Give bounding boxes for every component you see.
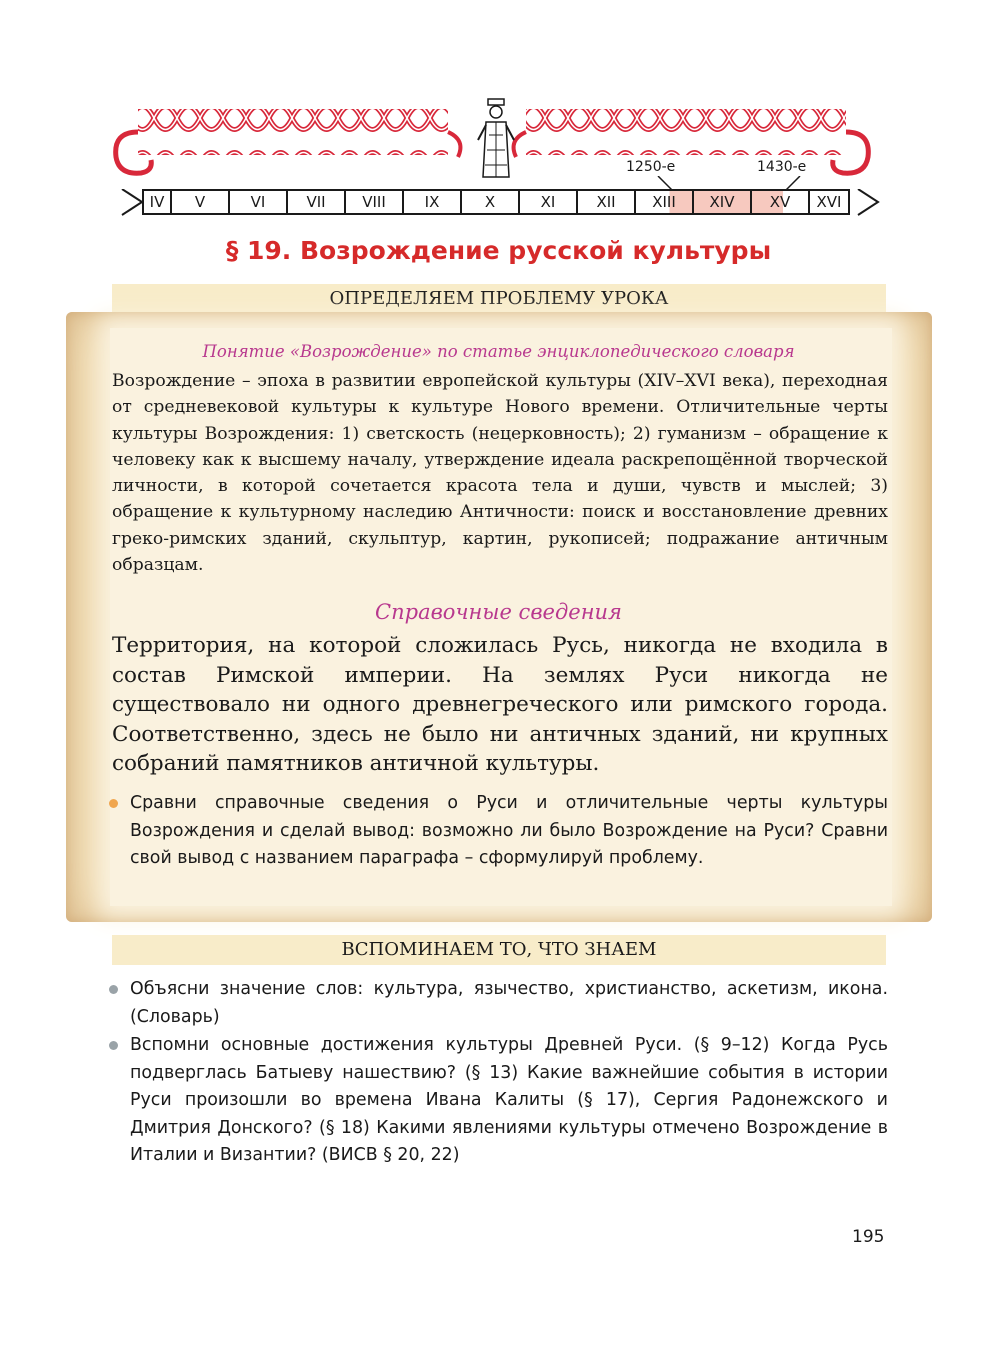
paragraph-title: § 19. Возрождение русской культуры [225,236,772,265]
celtic-knot-ornament [108,95,888,190]
century-cell: VII [288,189,346,215]
page-number: 195 [852,1227,885,1247]
marker-pointer-icon [778,176,808,192]
task-text: Сравни справочные сведения о Руси и отличительные черты культуры Возрождения и сделай вывод: возможно ли было Возрождение на Руси? Сравни свой вывод с названием параграфа – сформулируй проблему. [130,793,888,868]
task-item [112,790,888,873]
list-item [112,976,888,1031]
marker-pointer-icon [650,176,680,192]
timeline-left-arrow-icon [120,189,144,217]
century-cell: VI [230,189,288,215]
century-cell: IX [404,189,462,215]
bullet-icon [109,799,118,808]
list-item-text: Вспомни основные достижения культуры Древней Руси. (§ 9–12) Когда Русь подверглась Батыеву нашествию? (§ 13) Какие важнейшие события в истории Руси произошли во времена Ивана Калиты (§ 17), Сергия Радонежского и Дмитрия Донского? (§ 18) Какими явлениями культуры отмечено Возрождение в Италии и Византии? (ВИСВ § 20, 22) [130,1035,888,1165]
timeline-marker-1250: 1250-е [626,159,676,175]
timeline-marker-1430: 1430-е [757,159,807,175]
century-cell: XIII [636,189,694,215]
timeline [120,189,880,217]
timeline-right-arrow-icon [856,189,880,217]
reference-heading: Справочные сведения [375,600,622,624]
ornament-figure-icon [478,99,514,177]
bullet-icon [109,985,118,994]
century-cell: X [462,189,520,215]
century-cell: XVI [810,189,850,215]
reference-text: Территория, на которой сложилась Русь, никогда не входила в состав Римской империи. На землях Руси никогда не существовало ни одного древнегреческого или римского города. Соответственно, здесь не было ни античных зданий, ни крупных собраний памятников античной культуры. [112,633,888,776]
list-item-text: Объясни значение слов: культура, язычество, христианство, аскетизм, икона. (Словарь) [130,979,888,1027]
century-cell: VIII [346,189,404,215]
bullet-icon [109,1041,118,1050]
century-cell: IV [142,189,172,215]
section-heading-problem: ОПРЕДЕЛЯЕМ ПРОБЛЕМУ УРОКА [112,284,886,314]
century-cell: V [172,189,230,215]
encyclopedia-heading: Понятие «Возрождение» по статье энциклопедического словаря [202,342,795,361]
century-cell: XV [752,189,810,215]
century-cell: XI [520,189,578,215]
section-heading-recall: ВСПОМИНАЕМ ТО, ЧТО ЗНАЕМ [112,935,886,965]
list-item [112,1032,888,1170]
encyclopedia-text: Возрождение – эпоха в развитии европейской культуры (XIV–XVI века), переходная от средневековой культуры к культуре Нового времени. Отличительные черты культуры Возрождения: 1) светскость (нецерковность); 2) гуманизм – обращение к человеку как к высшему началу, утверждение идеала раскрепощённой творческой личности, в которой сочетается красота тела и души, чувств и мыслей; 3) обращение к культурному наследию Античности: поиск и восстановление древних греко-римских зданий, скульптур, картин, рукописей; подражание античным образцам. [112,371,888,576]
century-cell: XII [578,189,636,215]
century-cell-highlighted: XIV [694,189,752,215]
